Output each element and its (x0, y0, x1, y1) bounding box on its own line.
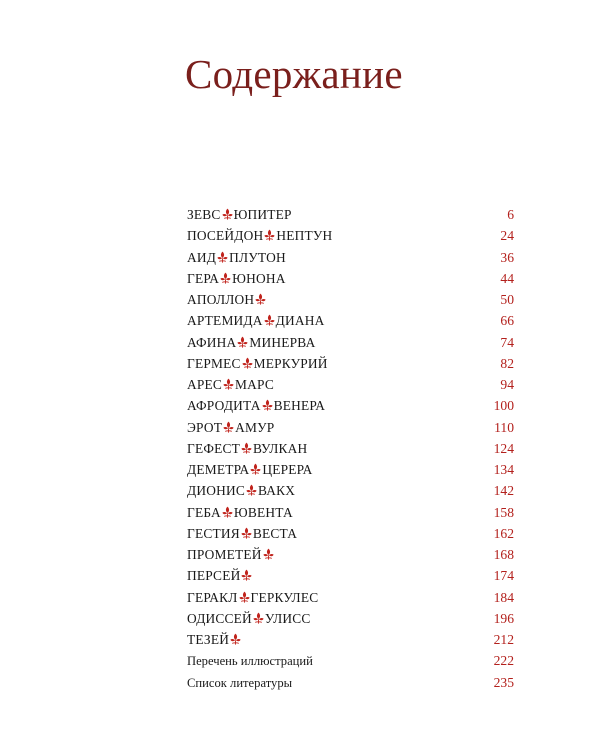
toc-entry[interactable] (187, 292, 514, 313)
laurel-leaf-icon (223, 421, 234, 433)
roman-name: АМУР (235, 419, 275, 435)
laurel-leaf-icon (241, 442, 252, 454)
page-number: 110 (494, 419, 514, 435)
toc-entry[interactable] (187, 356, 514, 377)
greek-name: ПОСЕЙДОН (187, 228, 264, 244)
greek-name: АФИНА (187, 334, 237, 350)
greek-name: ЭРОТ (187, 419, 223, 435)
greek-name: АПОЛЛОН (187, 292, 255, 307)
toc-entry[interactable] (187, 526, 514, 547)
toc-entry-title (187, 271, 286, 287)
laurel-leaf-icon (222, 208, 233, 220)
toc-entry[interactable] (187, 611, 514, 632)
toc-entry[interactable] (187, 335, 514, 356)
toc-entry-title (187, 505, 293, 521)
roman-name: ЦЕРЕРА (262, 462, 313, 477)
toc-entry[interactable] (187, 568, 514, 589)
roman-name: ВАКХ (257, 483, 296, 499)
toc-entry[interactable] (187, 590, 514, 611)
page-number: 44 (500, 270, 514, 286)
greek-name: АРЕС (187, 377, 223, 392)
toc-entry-title (187, 356, 328, 372)
laurel-leaf-icon (246, 484, 257, 496)
laurel-leaf-icon (237, 336, 248, 348)
toc-entry-title (187, 526, 297, 542)
toc-entry-title (187, 292, 267, 308)
toc-entry[interactable] (187, 547, 514, 568)
page-number: 66 (500, 313, 514, 329)
greek-name: ГЕРМЕС (187, 355, 241, 371)
laurel-leaf-icon (217, 251, 228, 263)
laurel-leaf-icon (222, 506, 233, 518)
roman-name: ПЛУТОН (229, 249, 286, 265)
page-number: 222 (493, 653, 514, 669)
toc-entry-title (187, 313, 324, 329)
laurel-leaf-icon (241, 569, 252, 581)
laurel-leaf-icon (262, 399, 273, 411)
toc-entry[interactable] (187, 271, 514, 292)
greek-name: ПЕРСЕЙ (187, 568, 241, 584)
page-number: 82 (500, 355, 514, 371)
roman-name: ДИАНА (275, 313, 325, 329)
page-title: Содержание (185, 51, 403, 97)
page-number: 134 (493, 462, 514, 477)
laurel-leaf-icon (263, 548, 274, 560)
page-number: 196 (493, 610, 514, 626)
greek-name: АРТЕМИДА (187, 313, 263, 329)
page-number: 142 (493, 483, 514, 499)
roman-name: НЕПТУН (276, 228, 333, 244)
page-number: 212 (493, 632, 514, 647)
toc-entry-title (187, 632, 242, 648)
toc-entry-title (187, 611, 311, 627)
toc-entry-title (187, 420, 274, 436)
toc-entry-title: Список литературы (187, 675, 293, 690)
page-number: 162 (493, 525, 514, 541)
laurel-leaf-icon (264, 229, 275, 241)
greek-name: ГЕСТИЯ (187, 525, 240, 541)
toc-entry[interactable] (187, 313, 514, 334)
toc-entry[interactable] (187, 377, 514, 398)
greek-name: ЗЕВС (187, 207, 221, 222)
page-number: 124 (493, 440, 514, 456)
page-number: 158 (493, 504, 514, 520)
toc-entry-title (187, 441, 307, 457)
toc-entry-title (187, 462, 312, 478)
greek-name: ДЕМЕТРА (187, 462, 250, 477)
page-number: 168 (493, 547, 514, 562)
page-number: 6 (507, 207, 514, 222)
roman-name: ЮНОНА (232, 270, 286, 286)
greek-name: ПРОМЕТЕЙ (187, 547, 262, 562)
greek-name: ТЕЗЕЙ (187, 632, 230, 647)
toc-entry[interactable] (187, 441, 514, 462)
greek-name: АИД (187, 249, 217, 265)
toc-entry-title (187, 398, 325, 414)
toc-entry-title: Перечень иллюстраций (187, 654, 313, 669)
toc-entry[interactable] (187, 462, 514, 483)
toc-entry-title (187, 568, 253, 584)
toc-entry[interactable] (187, 398, 514, 419)
roman-name: ЮВЕНТА (233, 504, 293, 520)
page-number: 235 (493, 674, 514, 690)
greek-name: ОДИССЕЙ (187, 610, 252, 626)
toc-entry-title (187, 228, 332, 244)
toc-entry[interactable] (187, 483, 514, 504)
laurel-leaf-icon (250, 463, 261, 475)
roman-name: ЮПИТЕР (233, 207, 292, 222)
toc-entry-title (187, 377, 274, 393)
laurel-leaf-icon (264, 314, 275, 326)
roman-name: МИНЕРВА (249, 334, 316, 350)
laurel-leaf-icon (255, 293, 266, 305)
page-number: 74 (500, 334, 514, 350)
laurel-leaf-icon (223, 378, 234, 390)
laurel-leaf-icon (241, 527, 252, 539)
page-number: 174 (493, 568, 514, 584)
toc-appendix-entry[interactable] (187, 653, 514, 674)
roman-name: МАРС (235, 377, 274, 392)
laurel-leaf-icon (230, 633, 241, 645)
toc-entry[interactable] (187, 250, 514, 271)
roman-name: ВЕСТА (252, 525, 298, 541)
page-number: 184 (493, 589, 514, 605)
toc-entry-title (187, 590, 318, 606)
page-number: 100 (493, 398, 514, 414)
page-number: 24 (500, 228, 514, 244)
toc-entry-title (187, 335, 315, 351)
toc-entry-title (187, 250, 286, 266)
toc-entry[interactable] (187, 420, 514, 441)
roman-name: ВЕНЕРА (273, 398, 326, 414)
toc-entry[interactable] (187, 228, 514, 249)
toc-entry[interactable] (187, 505, 514, 526)
laurel-leaf-icon (220, 272, 231, 284)
toc-entry[interactable] (187, 632, 514, 653)
greek-name: АФРОДИТА (187, 398, 261, 414)
roman-name: ВУЛКАН (253, 440, 308, 456)
toc-appendix-entry[interactable] (187, 675, 514, 696)
toc-entry-title (187, 483, 295, 499)
toc-entry[interactable] (187, 207, 514, 228)
greek-name: ГЕРАКЛ (187, 589, 238, 605)
table-of-contents (187, 207, 514, 696)
greek-name: ГЕБА (187, 504, 221, 520)
roman-name: МЕРКУРИЙ (253, 355, 328, 371)
laurel-leaf-icon (253, 612, 264, 624)
roman-name: ГЕРКУЛЕС (250, 589, 319, 605)
laurel-leaf-icon (242, 357, 253, 369)
page-number: 36 (500, 249, 514, 265)
greek-name: ГЕФЕСТ (187, 440, 240, 456)
page-number: 94 (500, 377, 514, 392)
laurel-leaf-icon (239, 591, 250, 603)
roman-name: УЛИСС (264, 610, 311, 626)
page-number: 50 (500, 292, 514, 307)
greek-name: ДИОНИС (187, 483, 245, 499)
toc-entry-title (187, 547, 275, 563)
greek-name: ГЕРА (187, 270, 220, 286)
toc-entry-title (187, 207, 292, 223)
